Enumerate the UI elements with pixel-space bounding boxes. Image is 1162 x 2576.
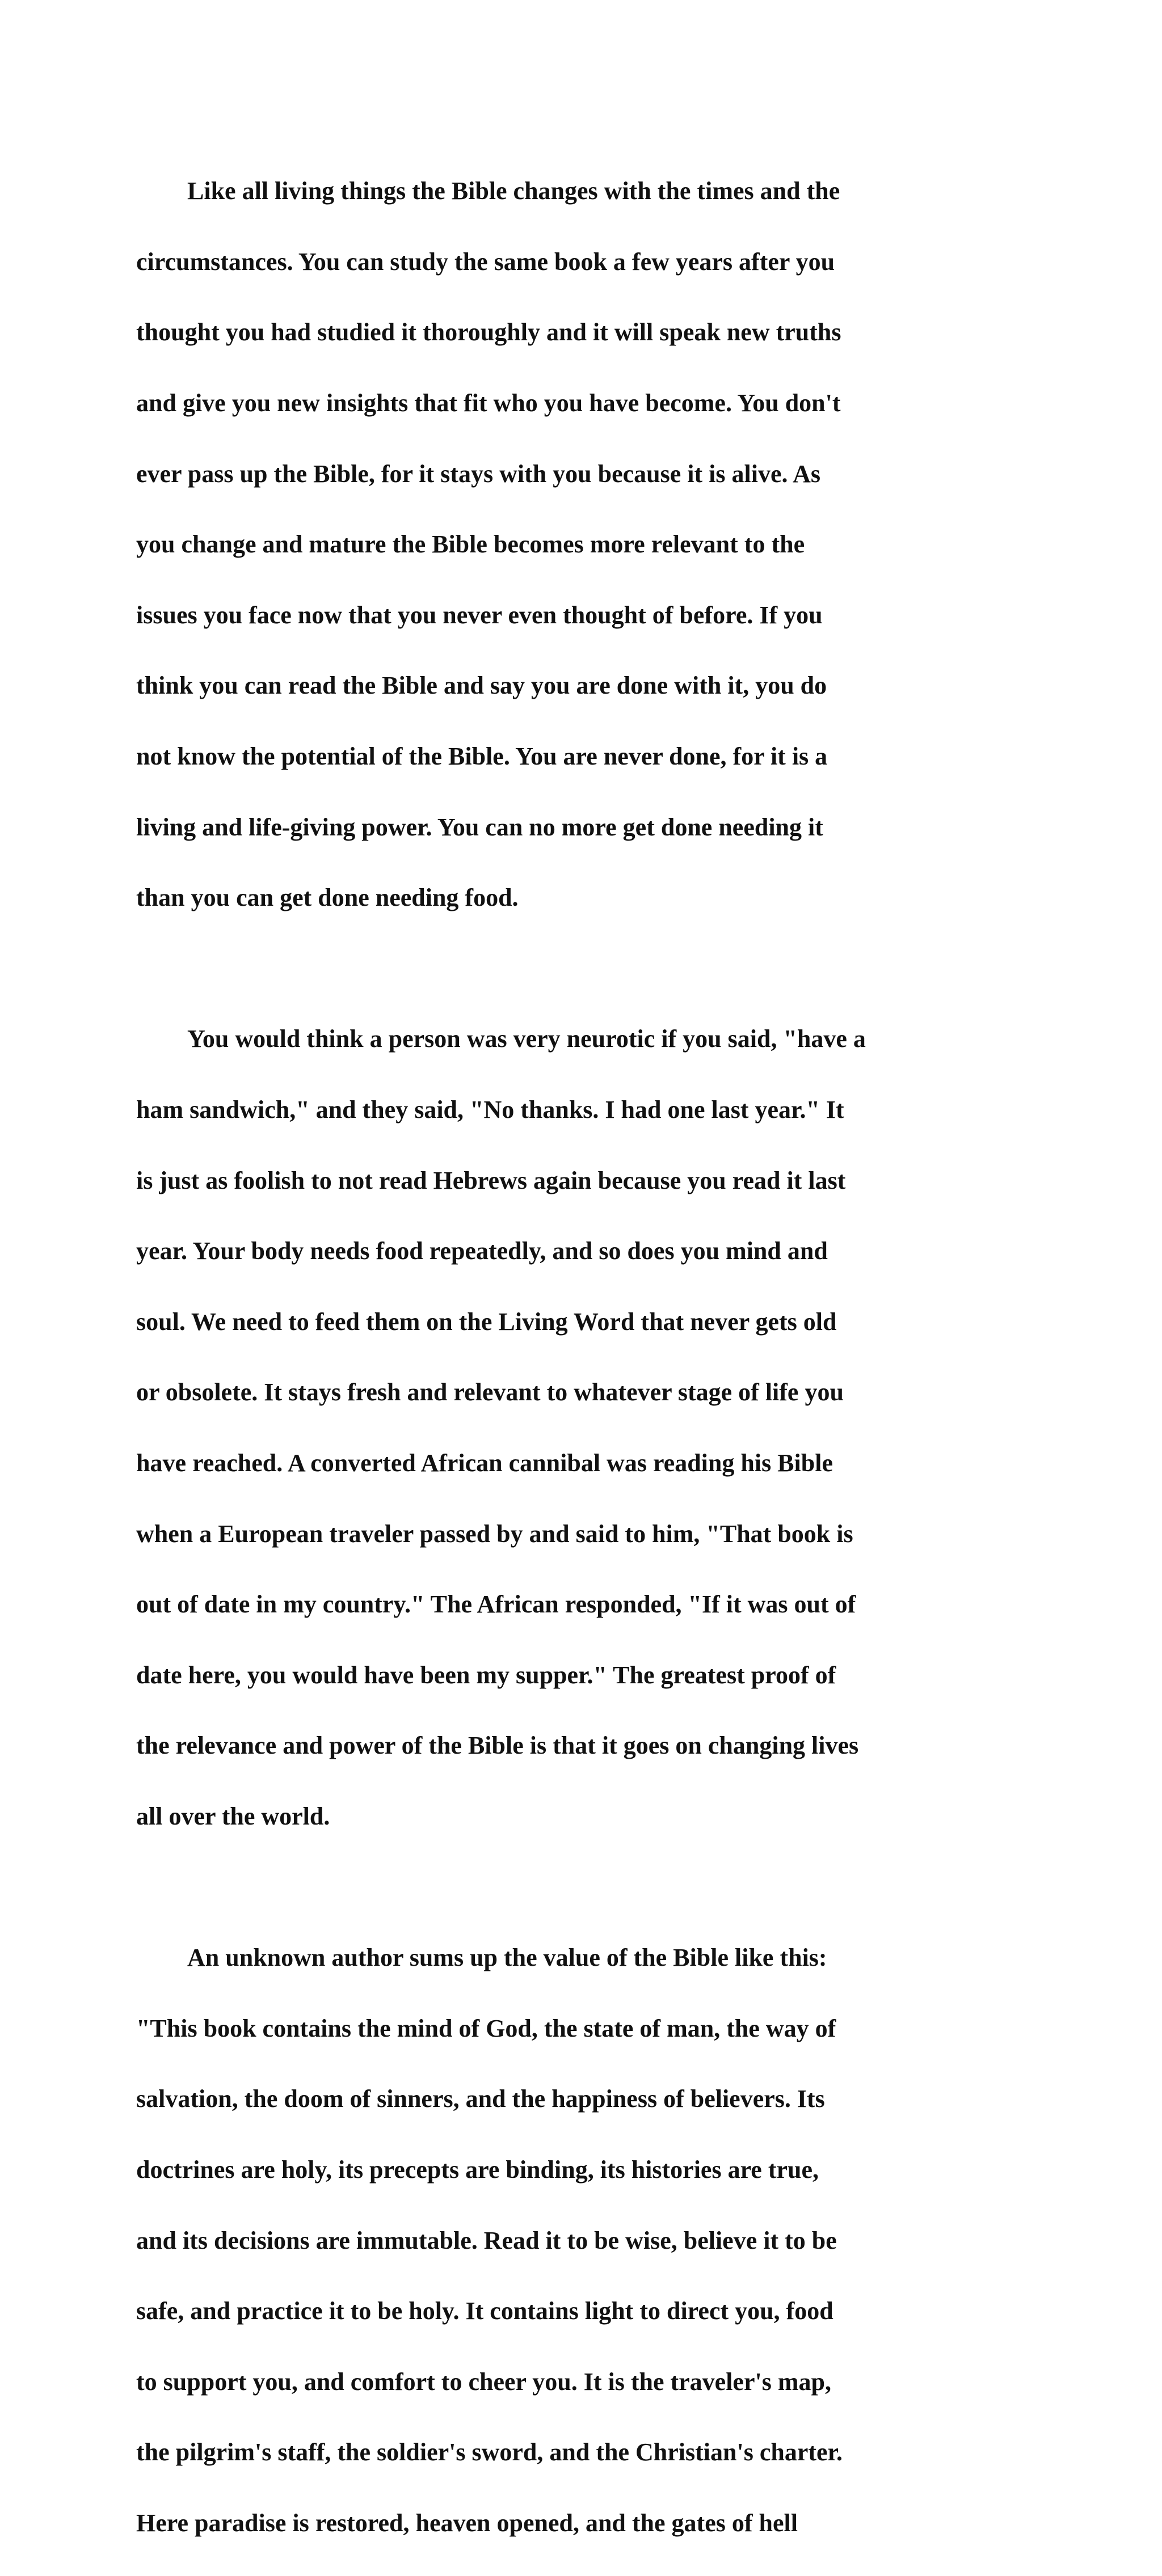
text-line: year. Your body needs food repeatedly, and so does you mind and bbox=[136, 1237, 828, 1265]
paragraph-2 bbox=[136, 986, 1044, 1869]
body-text bbox=[136, 138, 1044, 2576]
text-line: the relevance and power of the Bible is that it goes on changing lives bbox=[136, 1732, 859, 1760]
text-line: you change and mature the Bible becomes more relevant to the bbox=[136, 530, 805, 559]
text-line: doctrines are holy, its precepts are binding, its histories are true, bbox=[136, 2155, 819, 2184]
text-line: Here paradise is restored, heaven opened, and the gates of hell bbox=[136, 2509, 798, 2537]
text-line: or obsolete. It stays fresh and relevant to whatever stage of life you bbox=[136, 1378, 844, 1407]
text-line: is just as foolish to not read Hebrews again because you read it last bbox=[136, 1166, 846, 1194]
paragraph-1 bbox=[136, 138, 1044, 951]
paragraph-3 bbox=[136, 1905, 1044, 2576]
text-line: salvation, the doom of sinners, and the happiness of believers. Its bbox=[136, 2085, 825, 2113]
text-line: and give you new insights that fit who you have become. You don't bbox=[136, 389, 841, 417]
text-line: date here, you would have been my supper." The greatest proof of bbox=[136, 1661, 836, 1689]
text-line: safe, and practice it to be holy. It contains light to direct you, food bbox=[136, 2297, 833, 2325]
text-line: ham sandwich," and they said, "No thanks. I had one last year." It bbox=[136, 1096, 844, 1124]
text-line: ever pass up the Bible, for it stays with you because it is alive. As bbox=[136, 459, 820, 488]
text-line: "This book contains the mind of God, the state of man, the way of bbox=[136, 2014, 836, 2042]
text-line: and its decisions are immutable. Read it to be wise, believe it to be bbox=[136, 2226, 837, 2254]
text-line: out of date in my country." The African responded, "If it was out of bbox=[136, 1590, 856, 1619]
text-line: thought you had studied it thoroughly and it will speak new truths bbox=[136, 318, 841, 347]
text-line: to support you, and comfort to cheer you. It is the traveler's map, bbox=[136, 2367, 831, 2396]
text-line: think you can read the Bible and say you are done with it, you do bbox=[136, 672, 827, 700]
text-line: You would think a person was very neurotic if you said, "have a bbox=[187, 1025, 866, 1053]
text-line: not know the potential of the Bible. You are never done, for it is a bbox=[136, 742, 828, 771]
text-line: than you can get done needing food. bbox=[136, 884, 519, 912]
text-line: Like all living things the Bible changes with the times and the bbox=[187, 177, 840, 205]
text-line: all over the world. bbox=[136, 1802, 330, 1830]
text-line: the pilgrim's staff, the soldier's sword, and the Christian's charter. bbox=[136, 2438, 843, 2467]
text-line: An unknown author sums up the value of the Bible like this: bbox=[187, 1944, 827, 1972]
text-line: living and life-giving power. You can no more get done needing it bbox=[136, 813, 823, 841]
text-line: circumstances. You can study the same book a few years after you bbox=[136, 247, 835, 276]
text-line: soul. We need to feed them on the Living Word that never gets old bbox=[136, 1307, 837, 1336]
text-line: issues you face now that you never even thought of before. If you bbox=[136, 601, 823, 629]
text-line: when a European traveler passed by and said to him, "That book is bbox=[136, 1519, 853, 1548]
text-line: have reached. A converted African cannibal was reading his Bible bbox=[136, 1449, 833, 1477]
